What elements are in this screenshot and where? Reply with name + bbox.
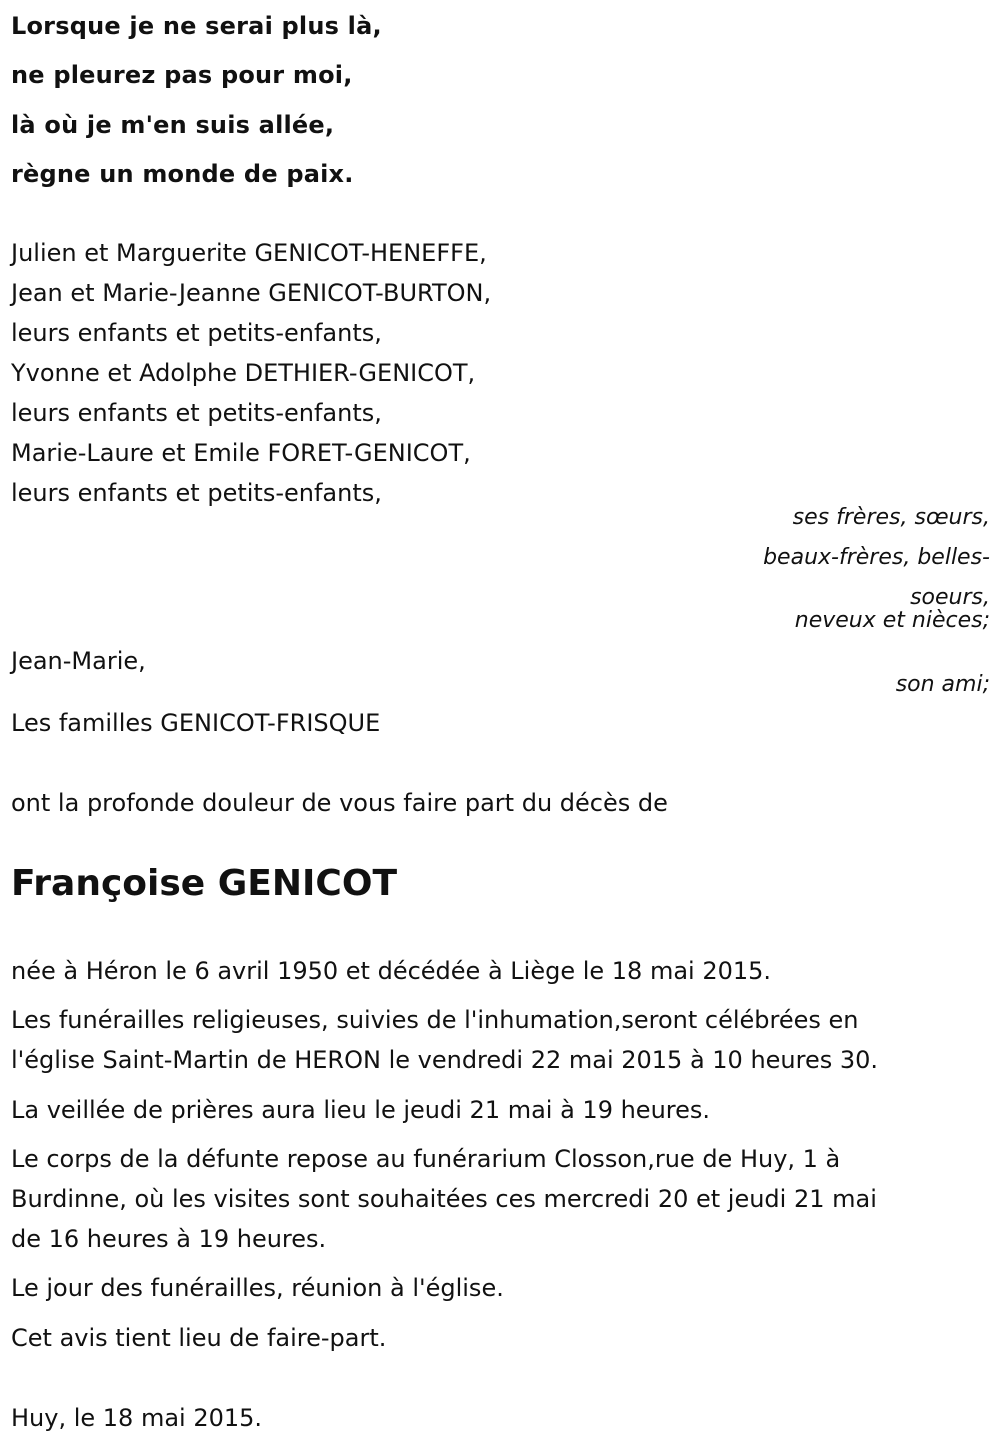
relation-line: ses frères, sœurs, [792, 505, 990, 530]
family-line: Jean et Marie-Jeanne GENICOT-BURTON, [11, 279, 492, 307]
detail-line: Les funérailles religieuses, suivies de l'inhumation,seront célébrées en [11, 1006, 859, 1034]
family-line: Yvonne et Adolphe DETHIER-GENICOT, [11, 359, 476, 387]
detail-line: née à Héron le 6 avril 1950 et décédée à Liège le 18 mai 2015. [11, 957, 772, 985]
friend-relation: son ami; [895, 672, 990, 697]
family-line: Julien et Marguerite GENICOT-HENEFFE, [11, 239, 487, 267]
detail-line: Le jour des funérailles, réunion à l'église. [11, 1274, 504, 1302]
families-line: Les familles GENICOT-FRISQUE [11, 709, 381, 737]
deceased-name: Françoise GENICOT [11, 863, 397, 904]
poem-line: Lorsque je ne serai plus là, [11, 12, 382, 40]
poem-line: ne pleurez pas pour moi, [11, 61, 353, 89]
relation-line: beaux-frères, belles- [763, 545, 990, 570]
poem-line: là où je m'en suis allée, [11, 111, 335, 139]
detail-line: La veillée de prières aura lieu le jeudi 21 mai à 19 heures. [11, 1096, 711, 1124]
detail-line: Le corps de la défunte repose au funérarium Closson,rue de Huy, 1 à [11, 1145, 841, 1173]
detail-line: Cet avis tient lieu de faire-part. [11, 1324, 387, 1352]
friend-name: Jean-Marie, [11, 647, 146, 675]
poem-line: règne un monde de paix. [11, 160, 354, 188]
family-line: leurs enfants et petits-enfants, [11, 319, 382, 347]
announcement: ont la profonde douleur de vous faire part du décès de [11, 789, 668, 817]
place-date: Huy, le 18 mai 2015. [11, 1404, 263, 1432]
relation-line: neveux et nièces; [794, 608, 990, 633]
detail-line: l'église Saint-Martin de HERON le vendredi 22 mai 2015 à 10 heures 30. [11, 1046, 879, 1074]
detail-line: de 16 heures à 19 heures. [11, 1225, 327, 1253]
detail-line: Burdinne, où les visites sont souhaitées ces mercredi 20 et jeudi 21 mai [11, 1185, 877, 1213]
family-line: Marie-Laure et Emile FORET-GENICOT, [11, 439, 471, 467]
relation-line: soeurs, [910, 585, 990, 610]
family-line: leurs enfants et petits-enfants, [11, 479, 382, 507]
family-line: leurs enfants et petits-enfants, [11, 399, 382, 427]
